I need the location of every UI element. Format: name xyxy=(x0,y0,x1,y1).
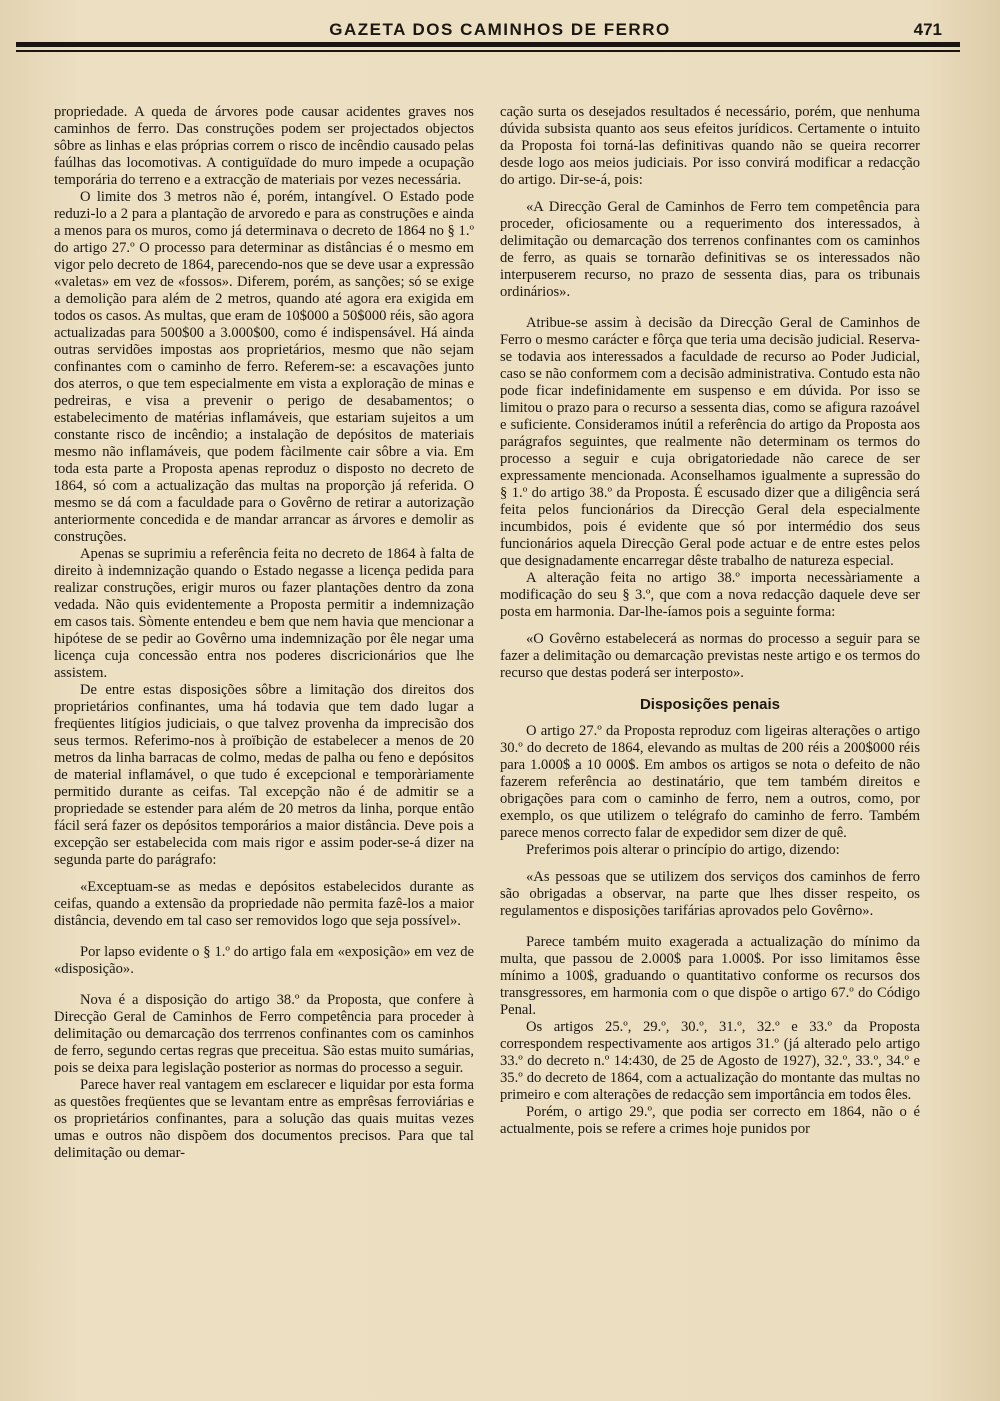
paragraph: Parece haver real vantagem em esclarecer e liquidar por esta forma as questões freqüentes que se levantam entre as emprêsas ferroviárias e os proprietários confinantes, para a solução das quais muitas vezes umas e outros não dispõem dos documentos precisos. Para que tal delimitação ou demar- xyxy=(54,1077,474,1161)
paragraph: O artigo 27.º da Proposta reproduz com ligeiras alterações o artigo 30.º do decreto de 1864, elevando as multas de 200 réis a 200$000 réis para 1.000$ a 10 000$. Em ambos os artigos se nota o defeito de não fazerem referência ao destinatário, que tem também direitos e obrigações para com o caminho de ferro, nem a outros, como, por exemplo, os que utilizem o telégrafo do caminho de ferro. Também parece menos correcto falar de expedidor sem dizer de quê. xyxy=(500,723,920,841)
paragraph: Os artigos 25.º, 29.º, 30.º, 31.º, 32.º e 33.º da Proposta correspondem respectivamente aos artigos 31.º (já alterado pelo artigo 33.º do decreto n.º 14:430, de 25 de Agosto de 1927), 32.º, 33.º, 34.º e 35.º do decreto de 1864, com a actualização do montante das multas no primeiro e com alterações de redacção sem importância em todos êles. xyxy=(500,1019,920,1103)
section-heading: Disposições penais xyxy=(639,696,781,713)
publication-title: GAZETA DOS CAMINHOS DE FERRO xyxy=(329,20,671,39)
quoted-amendment: «As pessoas que se utilizem dos serviços dos caminhos de ferro são obrigadas a observar, na parte que lhes disser respeito, os regulamentos e disposições tarifárias aprovados pelo Govêrno». xyxy=(500,869,920,919)
paragraph: Apenas se suprimiu a referência feita no decreto de 1864 à falta de direito à indemnização quando o Estado negasse a licença pedida para realizar construções, erigir muros ou fazer plantações dentro da zona vedada. Não quis evidentemente a Proposta permitir a indemnização em casos tais. Sòmente entendeu e bem que nem havia que mencionar a hipótese de se pedir ao Govêrno uma indemnização por êle negar uma licença cuja concessão entra nos poderes discricionários que lhe assistem. xyxy=(54,546,474,681)
header-rule-thick xyxy=(16,42,960,47)
paragraph: De entre estas disposições sôbre a limitação dos direitos dos proprietários confinantes, uma há todavia que tem dado lugar a freqüentes litígios judiciais, o que talvez provenha da imprecisão dos seus termos. Referimo-nos à proïbição de estabelecer a menos de 20 metros da linha barracas de colmo, medas de palha ou feno e depósitos de material inflamável, o que tudo é excepcional e temporàriamente permitido durante as ceifas. Tal excepção não é de admitir se a propriedade se estender para além de 20 metros da linha, porque então fácil será fazer os depósitos temporários a maior distância. Deve pois a excepção ser estabelecida com mais rigor e assim poder-se-á dizer na segunda parte do parágrafo: xyxy=(54,682,474,868)
paragraph: cação surta os desejados resultados é necessário, porém, que nenhuma dúvida subsista quanto aos seus efeitos jurídicos. Certamente o intuito da Proposta foi torná-las definitivas quando não se queira recorrer desde logo aos meios judiciais. Por isso convirá modificar a redacção do artigo. Dir-se-á, pois: xyxy=(500,104,920,188)
paragraph: Parece também muito exagerada a actualização do mínimo da multa, que passou de 2.000$ para 1.000$. Por isso limitamos êsse mínimo a 100$, graduando o quantitativo conforme os recursos dos transgressores, em harmonia com o que dispõe o artigo 67.º do Código Penal. xyxy=(500,934,920,1018)
quoted-amendment: «A Direcção Geral de Caminhos de Ferro tem competência para proceder, oficiosamente ou a requerimento dos interessados, à delimitação ou demarcação dos terrenos confinantes com os caminhos de ferro, as quais se tornarão definitivas se os interessados não interpuserem recurso, no prazo de sessenta dias, para os tribunais ordinários». xyxy=(500,199,920,300)
page-number: 471 xyxy=(913,20,942,39)
quoted-amendment: «O Govêrno estabelecerá as normas do processo a seguir para se fazer a delimitação ou demarcação previstas neste artigo e os termos do recurso que destas poderá ser interposto». xyxy=(500,631,920,681)
paragraph: Por lapso evidente o § 1.º do artigo fala em «exposição» em vez de «disposição». xyxy=(54,944,474,977)
left-column xyxy=(54,104,474,1162)
paragraph: Preferimos pois alterar o princípio do artigo, dizendo: xyxy=(526,842,840,858)
paragraph: Nova é a disposição do artigo 38.º da Proposta, que confere à Direcção Geral de Caminhos de Ferro competência para proceder à delimitação ou demarcação dos terrrenos confinantes com os caminhos de ferro, segundo certas regras que preceitua. São estas muito sumárias, pois se deixa para legislação posterior as normas do processo a seguir. xyxy=(54,992,474,1076)
paragraph: Porém, o artigo 29.º, que podia ser correcto em 1864, não o é actualmente, pois se refere a crimes hoje punidos por xyxy=(500,1104,920,1137)
header-rule-thin xyxy=(16,50,960,52)
quoted-amendment: «Exceptuam-se as medas e depósitos estabelecidos durante as ceifas, quando a extensão da propriedade não permita fazê-los a maior distância, devendo em tal caso ser removidos logo que seja possível». xyxy=(54,879,474,929)
right-column xyxy=(500,104,920,1138)
paragraph: Atribue-se assim à decisão da Direcção Geral de Caminhos de Ferro o mesmo carácter e fôrça que teria uma decisão judicial. Reserva-se todavia aos interessados a faculdade de recurso ao Poder Judicial, caso se não conformem com a decisão administrativa. Contudo esta não pode ficar indefinidamente em suspenso e em dúvida. Por isso se limitou o prazo para o recurso a sessenta dias, como se afigura razoável e suficiente. Consideramos inútil a referência do artigo da Proposta aos parágrafos seguintes, que realmente não determinam os termos do processo a seguir e cuja obrigatoriedade não carece de ser expressamente mencionada. Aconselhamos igualmente a supressão do § 1.º do artigo 38.º da Proposta. É escusado dizer que a diligência será feita pelos funcionários da Direcção Geral dela especialmente incumbidos, pois é evidente que só por intermédio dos seus funcionários aquela Direcção Geral pode actuar e de entre estes pelos que designadamente encarregar dêste trabalho de natureza especial. xyxy=(500,315,920,569)
paragraph: O limite dos 3 metros não é, porém, intangível. O Estado pode reduzi-lo a 2 para a plantação de arvoredo e para as construções e ainda a menos para os muros, como já determinava o decreto de 1864 no § 1.º do artigo 27.º O processo para determinar as distâncias é o mesmo em vigor pelo decreto de 1864, parecendo-nos que se deve usar a expressão «valetas» em vez de «fossos». Diferem, porém, as sanções; só se exige a demolição para além de 2 metros, quando até agora era exigida em todos os casos. As multas, que eram de 10$000 a 50$000 réis, são agora actualizadas para 500$00 a 3.000$00, como é indispensável. Há ainda outras servidões impostas aos proprietários, mesmo que não sejam confinantes com o caminho de ferro. Referem-se: a escavações junto dos aterros, o que tem especialmente em vista a exploração de minas e pedreiras, e visa a prevenir o perigo de desabamentos; o estabelecimento de matérias inflamáveis, que estariam sujeitos a um constante risco de incêndio; a instalação de depósitos de materiais mesmo não inflamáveis, que podem fàcilmente cair sôbre a via. Em toda esta parte a Proposta apenas reproduz o disposto no decreto de 1864, só com a actualização das multas na proporção já referida. O mesmo se dá com a faculdade para o Govêrno de retirar a autorização anteriormente concedida e de mandar arrancar as árvores e demolir as construções. xyxy=(54,189,474,545)
paragraph: A alteração feita no artigo 38.º importa necessàriamente a modificação do seu § 3.º, que com a nova redacção daquele deve ser posta em harmonia. Dar-lhe-íamos pois a seguinte forma: xyxy=(500,570,920,620)
paragraph: propriedade. A queda de árvores pode causar acidentes graves nos caminhos de ferro. Das construções podem ser projectados objectos sôbre as linhas e elas próprias correm o risco de incêndio causado pelas faúlhas das locomotivas. A contiguïdade do muro impede a ocupação temporária do terreno e a extracção de materiais por vezes necessária. xyxy=(54,104,474,188)
